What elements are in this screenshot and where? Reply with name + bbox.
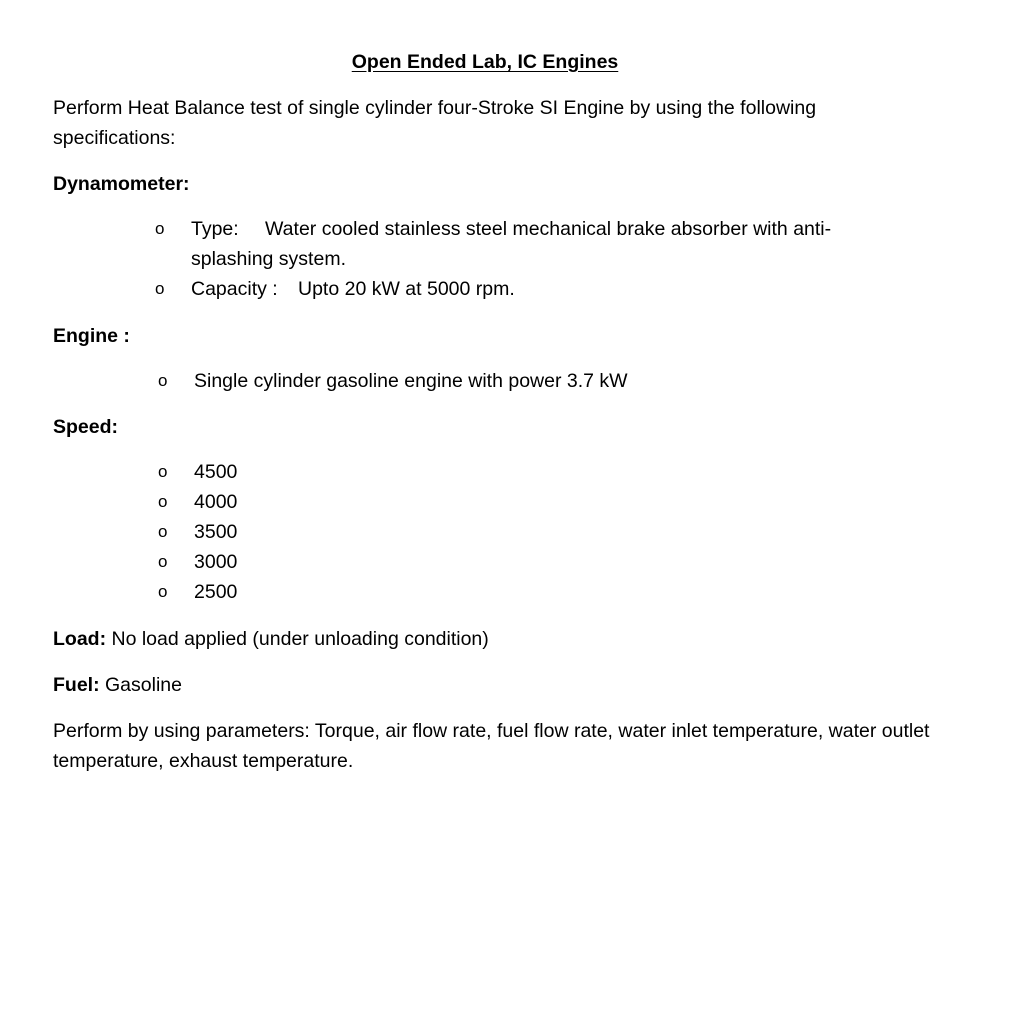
list-item: [158, 517, 458, 547]
bullet-icon: o: [155, 219, 165, 238]
fuel-key: Fuel:: [53, 674, 100, 696]
intro-paragraph: Perform Heat Balance test of single cylinder four-Stroke SI Engine by using the following specifications:: [53, 97, 817, 149]
speed-list: [158, 457, 458, 607]
list-item: [155, 214, 895, 274]
speed-value: 2500: [194, 581, 238, 603]
bullet-icon: o: [158, 462, 168, 481]
list-item: [158, 577, 458, 607]
bullet-icon: o: [158, 522, 168, 541]
fuel-value: Gasoline: [105, 674, 182, 696]
engine-description: Single cylinder gasoline engine with power 3.7 kW: [194, 370, 628, 392]
bullet-icon: o: [158, 552, 168, 571]
speed-value: 3500: [194, 521, 238, 543]
bullet-icon: o: [158, 371, 168, 390]
engine-spec-list: [158, 366, 858, 396]
spec-label: Capacity :: [191, 278, 278, 300]
speed-value: 3000: [194, 551, 238, 573]
bullet-icon: o: [155, 279, 165, 298]
bullet-icon: o: [158, 492, 168, 511]
engine-heading: Engine :: [53, 325, 130, 347]
dynamometer-spec-list: [155, 214, 895, 304]
load-line: [53, 624, 933, 654]
speed-value: 4500: [194, 461, 238, 483]
list-item: [158, 487, 458, 517]
list-item: [158, 366, 858, 396]
dynamometer-heading: Dynamometer:: [53, 173, 190, 195]
load-value: No load applied (under unloading condition): [111, 628, 489, 650]
load-key: Load:: [53, 628, 107, 650]
fuel-line: [53, 670, 933, 700]
spec-value: Upto 20 kW at 5000 rpm.: [298, 278, 515, 300]
list-item: [155, 274, 895, 304]
document-title: Open Ended Lab, IC Engines: [351, 51, 619, 73]
closing-paragraph: Perform by using parameters: Torque, air flow rate, fuel flow rate, water inlet temperature, water outlet temperature, exhaust temperature.: [53, 720, 930, 772]
spec-label: Type:: [191, 218, 239, 240]
speed-heading: Speed:: [53, 416, 119, 438]
speed-value: 4000: [194, 491, 238, 513]
list-item: [158, 547, 458, 577]
spec-value: Water cooled stainless steel mechanical brake absorber with anti-splashing system.: [191, 218, 832, 270]
list-item: [158, 457, 458, 487]
bullet-icon: o: [158, 582, 168, 601]
